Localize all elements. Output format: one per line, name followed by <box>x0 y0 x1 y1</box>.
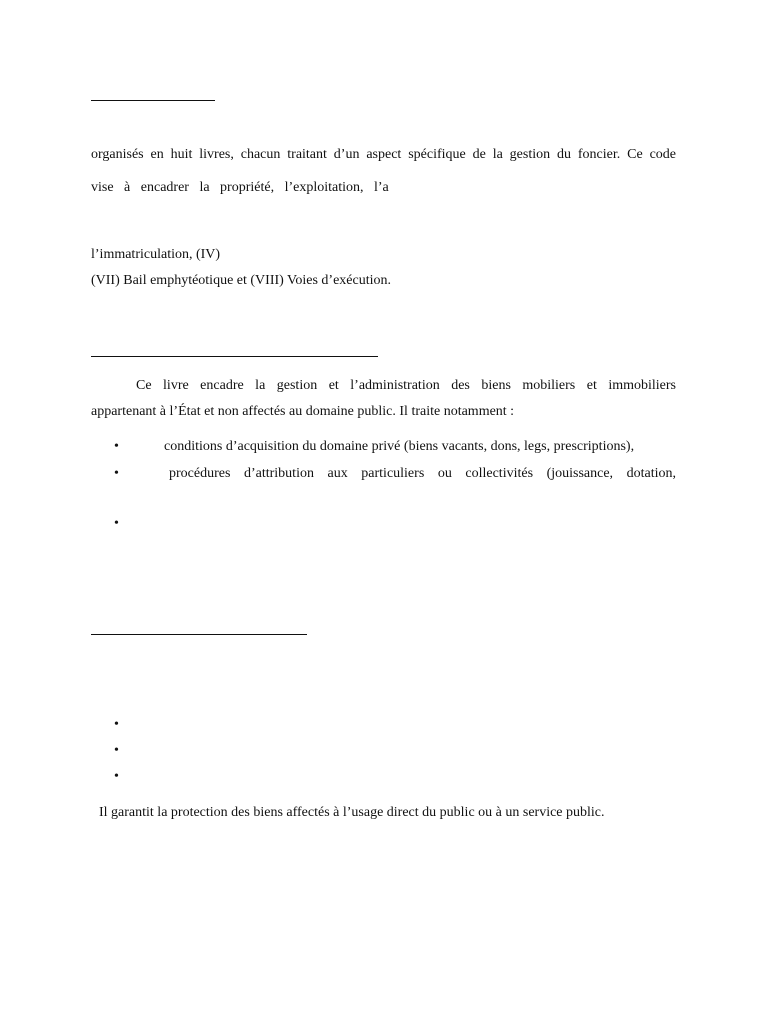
list-bullet: • <box>114 516 119 531</box>
paragraph-line: appartenant à l’État et non affectés au domaine public. Il traite notamment : <box>91 404 515 419</box>
body-text-line: (VII) Bail emphytéotique et (VIII) Voies d’exécution. <box>91 273 392 288</box>
list-bullet: • <box>114 743 119 758</box>
body-text-line: organisés en huit livres, chacun traitant d’un aspect spécifique de la gestion du foncier. Ce code <box>91 147 676 162</box>
paragraph-line: Ce livre encadre la gestion et l’administration des biens mobiliers et immobiliers <box>136 378 676 393</box>
list-item: conditions d’acquisition du domaine privé (biens vacants, dons, legs, prescriptions), <box>164 439 635 454</box>
list-bullet: • <box>114 439 119 454</box>
heading-underline-3 <box>91 634 307 635</box>
list-bullet: • <box>114 717 119 732</box>
body-text-line: l’immatriculation, (IV) <box>91 247 221 262</box>
heading-underline-2 <box>91 356 378 357</box>
closing-text-line: Il garantit la protection des biens affectés à l’usage direct du public ou à un service public. <box>99 805 605 820</box>
list-bullet: • <box>114 466 119 481</box>
body-text-line: vise à encadrer la propriété, l’exploitation, l’a <box>91 180 389 195</box>
heading-underline-1 <box>91 100 215 101</box>
list-bullet: • <box>114 769 119 784</box>
list-item: procédures d’attribution aux particuliers ou collectivités (jouissance, dotation, <box>169 466 676 481</box>
